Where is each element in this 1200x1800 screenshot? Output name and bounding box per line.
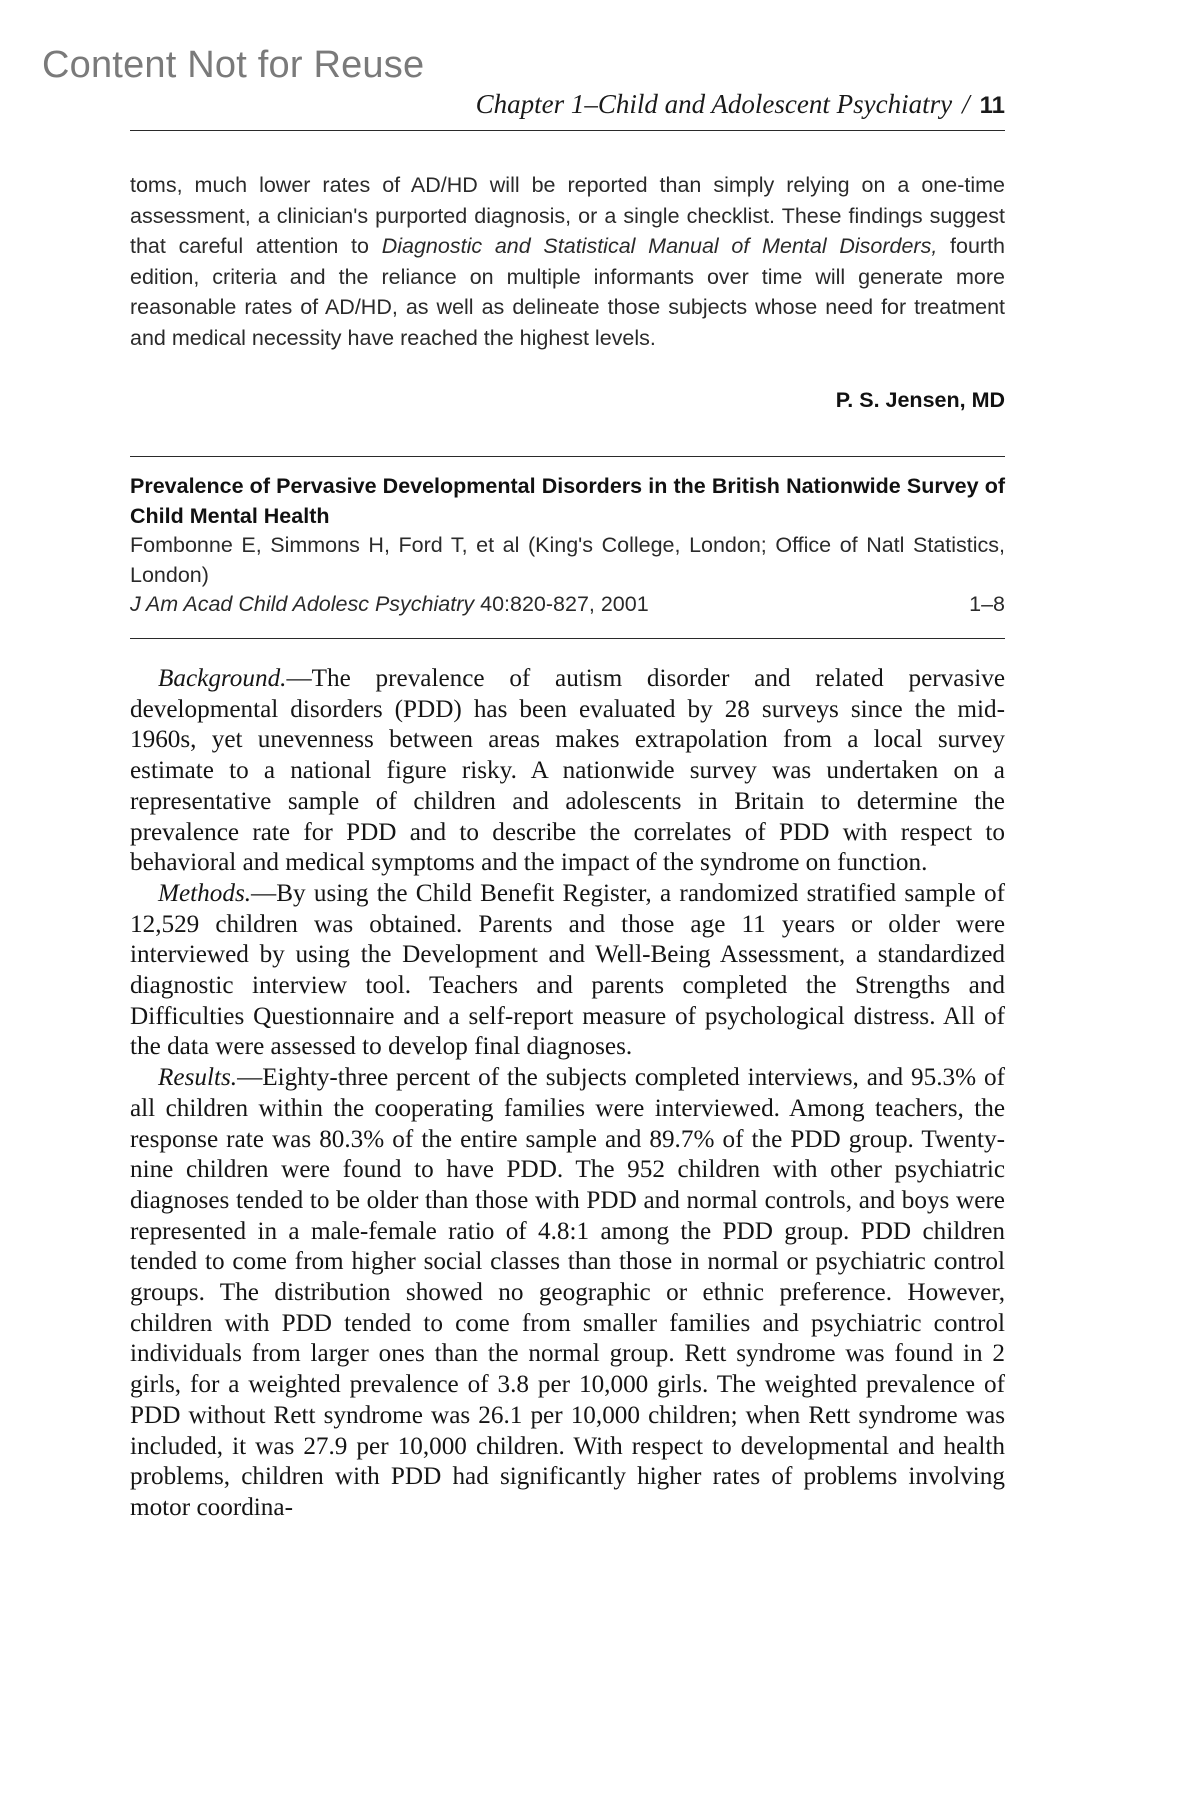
background-text: —The prevalence of autism disorder and related pervasive developmental disorders (PDD) has been evaluated by 28 surveys since the mid-1960s, yet unevenness between areas makes extrapolation from a local survey estimate to a national figure risky. A nationwide survey was undertaken on a representative sample of children and adolescents in Britain to determine the prevalence rate for PDD and to describe the correlates of PDD with respect to behavioral and medical symptoms and the impact of the syndrome on function. bbox=[130, 665, 1005, 877]
header-rule bbox=[130, 130, 1005, 131]
results-label: Results. bbox=[158, 1064, 238, 1092]
previous-text-part2: fourth edition, criteria and the reliance on multiple informants over time will generate more reasonable rates of AD/HD, as well as delineate those subjects whose need for treatment and medical necessity have reached the highest levels. bbox=[130, 234, 1006, 350]
article-abstract bbox=[130, 664, 1005, 1524]
reviewer-signature: P. S. Jensen, MD bbox=[835, 388, 1005, 412]
journal-line bbox=[130, 590, 1005, 620]
journal-name: J Am Acad Child Adolesc Psychiatry bbox=[130, 592, 475, 616]
article-citation bbox=[130, 472, 1005, 620]
results-text: —Eighty-three percent of the subjects completed interviews, and 95.3% of all children within the cooperating families were interviewed. Among teachers, the response rate was 80.3% of the entire sample and 89.7% of the PDD group. Twenty-nine children were found to have PDD. The 952 children with other psychiatric diagnoses tended to be older than those with PDD and normal controls, and boys were represented in a male-female ratio of 4.8:1 among the PDD group. PDD children tended to come from higher social classes than those in normal or psychiatric control groups. The distribution showed no geographic or ethnic preference. However, children with PDD tended to come from smaller families and psychiatric control individuals from larger ones than the normal group. Rett syndrome was found in 2 girls, for a weighted prevalence of 3.8 per 10,000 girls. The weighted prevalence of PDD without Rett syndrome was 26.1 per 10,000 children; when Rett syndrome was included, it was 27.9 per 10,000 children. With respect to developmental and health problems, children with PDD had significantly higher rates of problems involving motor coordina- bbox=[130, 1064, 1005, 1521]
methods-paragraph bbox=[130, 879, 1005, 1063]
reference-code: 1–8 bbox=[969, 592, 1005, 616]
previous-text-italic: Diagnostic and Statistical Manual of Mental Disorders, bbox=[381, 234, 938, 258]
journal-reference bbox=[130, 590, 649, 620]
watermark: Content Not for Reuse bbox=[42, 44, 425, 86]
page-number: 11 bbox=[979, 92, 1005, 119]
background-paragraph bbox=[130, 664, 1005, 879]
previous-text-part1: toms, much lower rates of AD/HD will be reported than simply relying on a one-time assessment, a clinician's purported diagnosis, or a single checklist. These findings suggest that careful attention to bbox=[130, 173, 1005, 258]
journal-volume: 40:820-827, 2001 bbox=[474, 592, 649, 616]
running-header bbox=[476, 86, 1005, 124]
running-title: Chapter 1–Child and Adolescent Psychiatry bbox=[475, 89, 953, 119]
results-paragraph bbox=[130, 1063, 1005, 1524]
article-authors: Fombonne E, Simmons H, Ford T, et al (King's College, London; Office of Natl Statistics, London) bbox=[130, 533, 1005, 587]
header-separator: / bbox=[962, 89, 970, 119]
previous-article-text bbox=[130, 170, 1005, 353]
article-top-rule bbox=[130, 456, 1005, 457]
article-bottom-rule bbox=[130, 638, 1005, 639]
methods-text: —By using the Child Benefit Register, a randomized stratified sample of 12,529 children was obtained. Parents and those age 11 years or older were interviewed by using the Development and Well-Being Assessment, a standardized diagnostic interview tool. Teachers and parents completed the Strengths and Difficulties Questionnaire and a self-report measure of psychological distress. All of the data were assessed to develop final diagnoses. bbox=[130, 879, 1005, 1061]
article-title: Prevalence of Pervasive Developmental Disorders in the British Nationwide Survey of Child Mental Health bbox=[130, 474, 1005, 528]
methods-label: Methods. bbox=[158, 879, 252, 907]
background-label: Background. bbox=[158, 665, 287, 692]
